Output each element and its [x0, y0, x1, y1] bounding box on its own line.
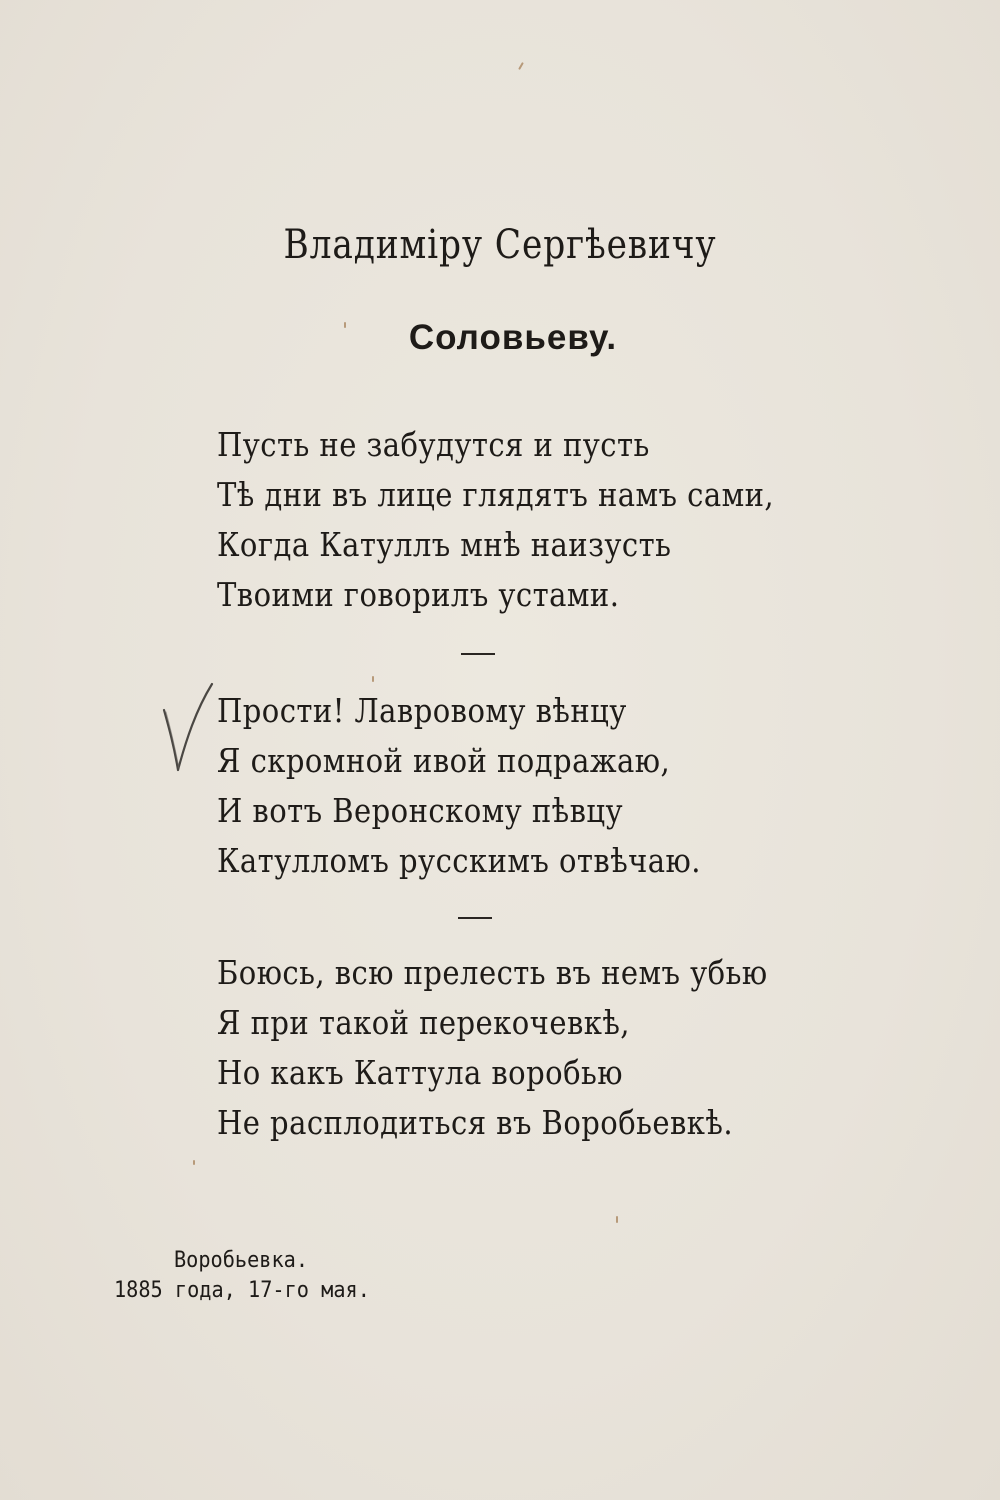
poem-line: Не расплодиться въ Воробьевкѣ.: [217, 1103, 734, 1142]
dedication-title: Владимiру Сергѣевичу: [283, 222, 717, 268]
poem-stanza: [217, 948, 843, 1148]
poem-line: Боюсь, всю прелесть въ немъ убью: [217, 953, 768, 992]
poem-line: Твоими говорилъ устами.: [217, 575, 620, 614]
poem-line: Но какъ Каттула воробью: [217, 1053, 623, 1092]
poem-line: Я скромной ивой подражаю,: [217, 741, 671, 780]
paper-speck: [518, 62, 524, 70]
stanza-divider: [461, 653, 495, 655]
poem-line: Когда Катуллъ мнѣ наизусть: [217, 525, 672, 564]
dedication-subtitle: Соловьеву.: [408, 318, 618, 357]
paper-speck: [372, 676, 374, 682]
poem-line: И вотъ Веронскому пѣвцу: [217, 791, 624, 830]
paper-speck: [193, 1160, 195, 1165]
pencil-checkmark-icon: [160, 680, 216, 780]
paper-speck: [344, 322, 346, 328]
poem-line: Катулломъ русскимъ отвѣчаю.: [217, 841, 701, 880]
poem-line: Пусть не забудутся и пусть: [217, 425, 650, 464]
poem-stanza: [217, 420, 850, 620]
poem-stanza: [217, 686, 767, 886]
paper-speck: [616, 1216, 618, 1223]
stanza-divider: [458, 917, 492, 919]
poem-line: Тѣ дни въ лице глядятъ намъ сами,: [217, 475, 775, 514]
date-signature: 1885 года, 17-го мая.: [114, 1278, 370, 1303]
place-signature: Воробьевка.: [174, 1248, 309, 1273]
poem-line: Прости! Лавровому вѣнцу: [217, 691, 627, 730]
poem-line: Я при такой перекочевкѣ,: [217, 1003, 630, 1042]
